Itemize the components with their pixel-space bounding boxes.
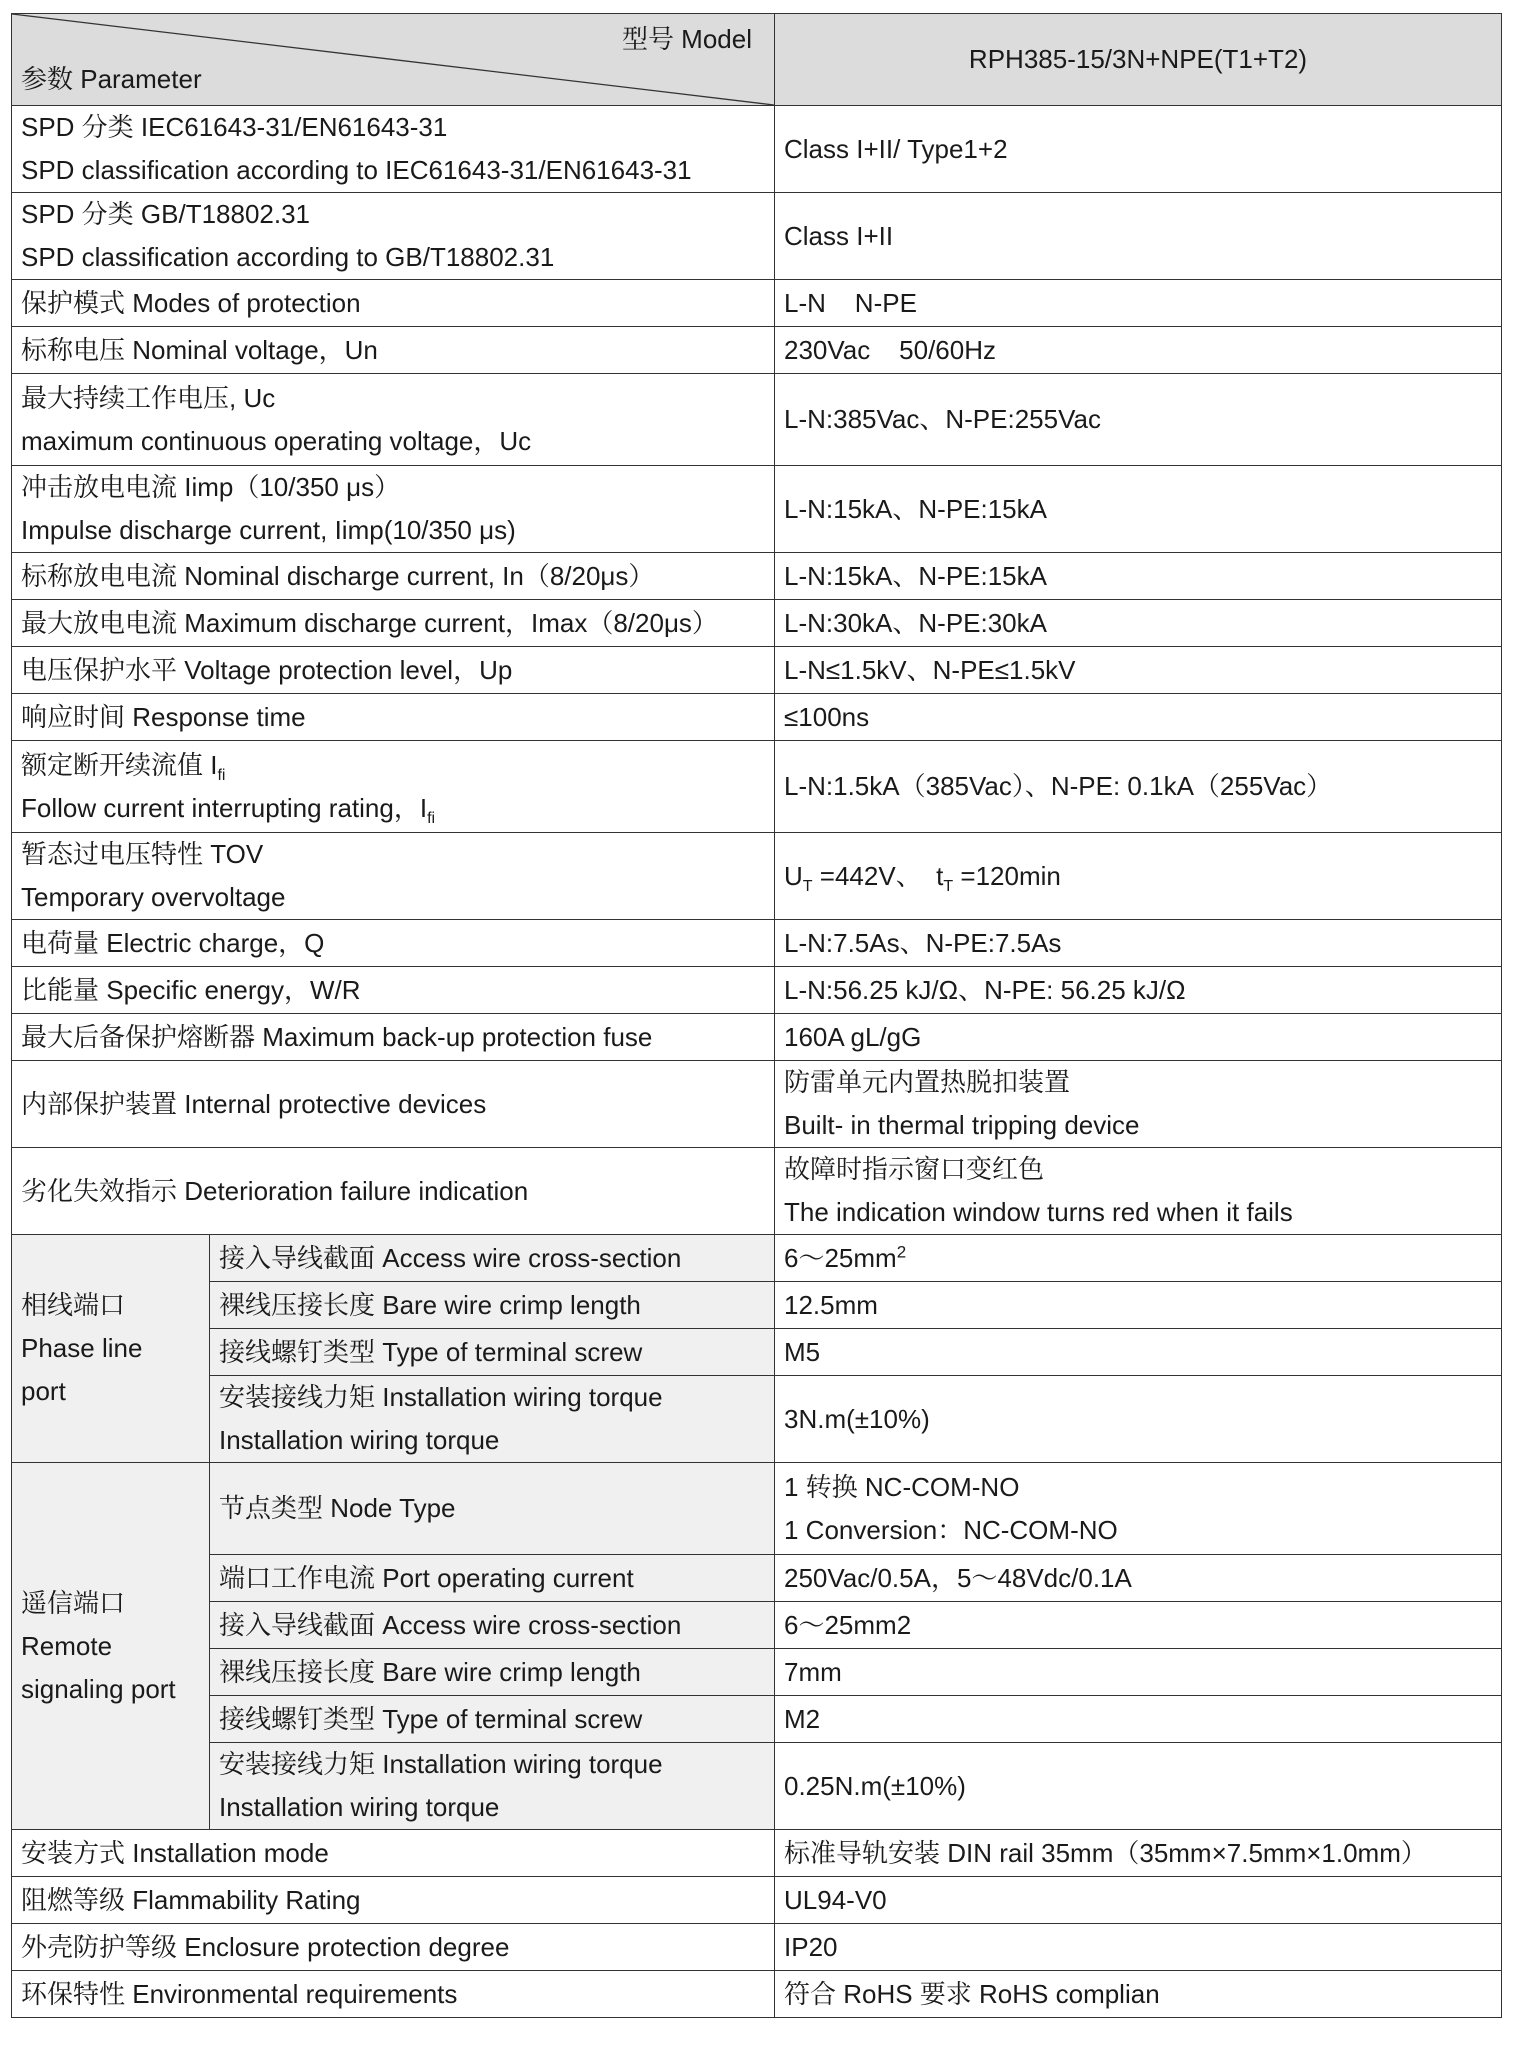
table-row — [12, 1329, 1502, 1376]
value-cell: L-N:56.25 kJ/Ω、N-PE: 56.25 kJ/Ω — [775, 967, 1502, 1014]
value-cell: 符合 RoHS 要求 RoHS complian — [775, 1971, 1502, 2018]
parameter-cell: 接线螺钉类型 Type of terminal screw — [210, 1696, 775, 1743]
value-cell — [775, 1148, 1502, 1235]
group-label-en: port — [21, 1376, 66, 1406]
value-cell — [775, 1061, 1502, 1148]
parameter-cell — [210, 1743, 775, 1830]
parameter-cell: 外壳防护等级 Enclosure protection degree — [12, 1924, 775, 1971]
group-label-en: Phase line — [21, 1333, 143, 1363]
parameter-header-label: 参数 Parameter — [21, 64, 202, 94]
value-cell: UL94-V0 — [775, 1877, 1502, 1924]
header-corner-cell — [12, 14, 775, 106]
model-header-label: 型号 Model — [621, 24, 752, 54]
value-cell: M2 — [775, 1696, 1502, 1743]
specification-table — [11, 13, 1502, 2018]
value-cell: L-N≤1.5kV、N-PE≤1.5kV — [775, 647, 1502, 694]
parameter-cell: 端口工作电流 Port operating current — [210, 1555, 775, 1602]
phase-port-group-label — [12, 1235, 210, 1463]
value-line: 故障时指示窗口变红色 — [784, 1154, 1045, 1184]
value-cell: ≤100ns — [775, 694, 1502, 741]
parameter-label: 安装接线力矩 Installation wiring torque — [219, 1749, 663, 1779]
parameter-cell: 标称放电电流 Nominal discharge current, In（8/20μs） — [12, 553, 775, 600]
value-cell — [775, 1463, 1502, 1555]
value-cell: Class I+II/ Type1+2 — [775, 106, 1502, 193]
parameter-cell: 节点类型 Node Type — [210, 1463, 775, 1555]
group-label-cn: 遥信端口 — [21, 1587, 126, 1618]
parameter-cell — [12, 374, 775, 466]
model-value-cell: RPH385-15/3N+NPE(T1+T2) — [775, 14, 1502, 106]
value-line: 防雷单元内置热脱扣装置 — [784, 1067, 1071, 1097]
parameter-label-en: Temporary overvoltage — [21, 882, 286, 912]
value-line-en: The indication window turns red when it fails — [784, 1197, 1293, 1227]
parameter-cell: 环保特性 Environmental requirements — [12, 1971, 775, 2018]
table-row — [12, 193, 1502, 280]
table-row — [12, 1696, 1502, 1743]
parameter-label: 安装接线力矩 Installation wiring torque — [219, 1382, 663, 1412]
table-row — [12, 553, 1502, 600]
table-row — [12, 1235, 1502, 1282]
subscript-fi: fi — [217, 766, 226, 784]
table-row — [12, 694, 1502, 741]
value-cell: L-N:385Vac、N-PE:255Vac — [775, 374, 1502, 466]
parameter-label: 额定断开续流值 $I_{fi}$ — [21, 749, 226, 784]
value-cell: L-N:15kA、N-PE:15kA — [775, 553, 1502, 600]
parameter-label: 暂态过电压特性 TOV — [21, 839, 264, 869]
parameter-cell: 电荷量 Electric charge，Q — [12, 920, 775, 967]
value-cell: 0.25N.m(±10%) — [775, 1743, 1502, 1830]
table-row — [12, 1282, 1502, 1329]
parameter-cell — [12, 193, 775, 280]
parameter-cell: 阻燃等级 Flammability Rating — [12, 1877, 775, 1924]
table-row — [12, 967, 1502, 1014]
table-row — [12, 374, 1502, 466]
parameter-cell — [12, 106, 775, 193]
subscript-fi: fi — [427, 809, 436, 827]
table-row — [12, 1743, 1502, 1830]
parameter-cell — [12, 833, 775, 920]
value-cell: $U_T =442V$、 $t_T =120\min$ — [775, 833, 1502, 920]
table-row — [12, 1555, 1502, 1602]
parameter-label-en: SPD classification according to GB/T18802.31 — [21, 242, 555, 272]
parameter-label: SPD 分类 GB/T18802.31 — [21, 199, 311, 229]
parameter-cell: 电压保护水平 Voltage protection level，Up — [12, 647, 775, 694]
parameter-cell: 内部保护装置 Internal protective devices — [12, 1061, 775, 1148]
value-cell: 12.5mm — [775, 1282, 1502, 1329]
table-row — [12, 600, 1502, 647]
table-row — [12, 1830, 1502, 1877]
table-row — [12, 1061, 1502, 1148]
value-cell: L-N N-PE — [775, 280, 1502, 327]
value-line-en: 1 Conversion：NC-COM-NO — [784, 1514, 1118, 1545]
table-row — [12, 106, 1502, 193]
parameter-cell: 劣化失效指示 Deterioration failure indication — [12, 1148, 775, 1235]
value-cell: IP20 — [775, 1924, 1502, 1971]
value-cell: 7mm — [775, 1649, 1502, 1696]
table-row — [12, 1463, 1502, 1555]
value-cell: 160A gL/gG — [775, 1014, 1502, 1061]
table-row — [12, 1602, 1502, 1649]
parameter-cell: 裸线压接长度 Bare wire crimp length — [210, 1282, 775, 1329]
table-row — [12, 1148, 1502, 1235]
parameter-cell: 标称电压 Nominal voltage，Un — [12, 327, 775, 374]
parameter-label: 冲击放电电流 Iimp（10/350 μs） — [21, 472, 401, 502]
parameter-cell — [12, 741, 775, 833]
value-cell: 3N.m(±10%) — [775, 1376, 1502, 1463]
value-cell: L-N:7.5As、N-PE:7.5As — [775, 920, 1502, 967]
parameter-cell: 裸线压接长度 Bare wire crimp length — [210, 1649, 775, 1696]
parameter-label: SPD 分类 IEC61643-31/EN61643-31 — [21, 112, 448, 142]
value-cell: L-N:30kA、N-PE:30kA — [775, 600, 1502, 647]
parameter-label-en: Installation wiring torque — [219, 1792, 500, 1822]
value-cell: L-N:15kA、N-PE:15kA — [775, 466, 1502, 553]
group-label-en: signaling port — [21, 1673, 176, 1704]
parameter-cell: 保护模式 Modes of protection — [12, 280, 775, 327]
parameter-cell: 比能量 Specific energy，W/R — [12, 967, 775, 1014]
parameter-label-en: maximum continuous operating voltage，Uc — [21, 425, 532, 456]
parameter-cell: 最大放电电流 Maximum discharge current，Imax（8/20μs） — [12, 600, 775, 647]
parameter-cell: 接入导线截面 Access wire cross-section — [210, 1235, 775, 1282]
table-row — [12, 280, 1502, 327]
remote-port-group-label — [12, 1463, 210, 1830]
table-row — [12, 920, 1502, 967]
table-row — [12, 327, 1502, 374]
parameter-cell — [210, 1376, 775, 1463]
parameter-label: 最大持续工作电压, Uc — [21, 382, 276, 413]
table-row — [12, 1649, 1502, 1696]
value-cell: $6\sim 25mm^2$ — [775, 1235, 1502, 1282]
parameter-cell — [12, 466, 775, 553]
value-cell: M5 — [775, 1329, 1502, 1376]
value-cell: 6～25mm2 — [775, 1602, 1502, 1649]
specification-sheet — [11, 13, 1501, 2018]
table-row — [12, 833, 1502, 920]
group-label-cn: 相线端口 — [21, 1290, 126, 1320]
table-row — [12, 1971, 1502, 2018]
parameter-label-en: Installation wiring torque — [219, 1425, 500, 1455]
value-cell: L-N:1.5kA（385Vac）、N-PE: 0.1kA（255Vac） — [775, 741, 1502, 833]
table-row — [12, 647, 1502, 694]
value-cell: 250Vac/0.5A，5～48Vdc/0.1A — [775, 1555, 1502, 1602]
table-row — [12, 1376, 1502, 1463]
group-label-en: Remote — [21, 1630, 113, 1661]
parameter-label-en: Impulse discharge current, Iimp(10/350 μs) — [21, 515, 516, 545]
parameter-label-en: Follow current interrupting rating，$I_{fi}$ — [21, 792, 436, 827]
table-row — [12, 1014, 1502, 1061]
value-cell: Class I+II — [775, 193, 1502, 280]
parameter-label-en: SPD classification according to IEC61643-31/EN61643-31 — [21, 155, 692, 185]
value-cell: 标准导轨安装 DIN rail 35mm（35mm×7.5mm×1.0mm） — [775, 1830, 1502, 1877]
value-cell: 230Vac 50/60Hz — [775, 327, 1502, 374]
table-row — [12, 1877, 1502, 1924]
table-header-row — [12, 14, 1502, 106]
parameter-cell: 接入导线截面 Access wire cross-section — [210, 1602, 775, 1649]
parameter-cell: 响应时间 Response time — [12, 694, 775, 741]
table-row — [12, 466, 1502, 553]
value-line-en: Built- in thermal tripping device — [784, 1110, 1140, 1140]
parameter-cell: 最大后备保护熔断器 Maximum back-up protection fuse — [12, 1014, 775, 1061]
parameter-cell: 安装方式 Installation mode — [12, 1830, 775, 1877]
parameter-cell: 接线螺钉类型 Type of terminal screw — [210, 1329, 775, 1376]
table-row — [12, 1924, 1502, 1971]
table-row — [12, 741, 1502, 833]
superscript: 2 — [896, 1241, 907, 1261]
value-line: 1 转换 NC-COM-NO — [784, 1471, 1020, 1502]
